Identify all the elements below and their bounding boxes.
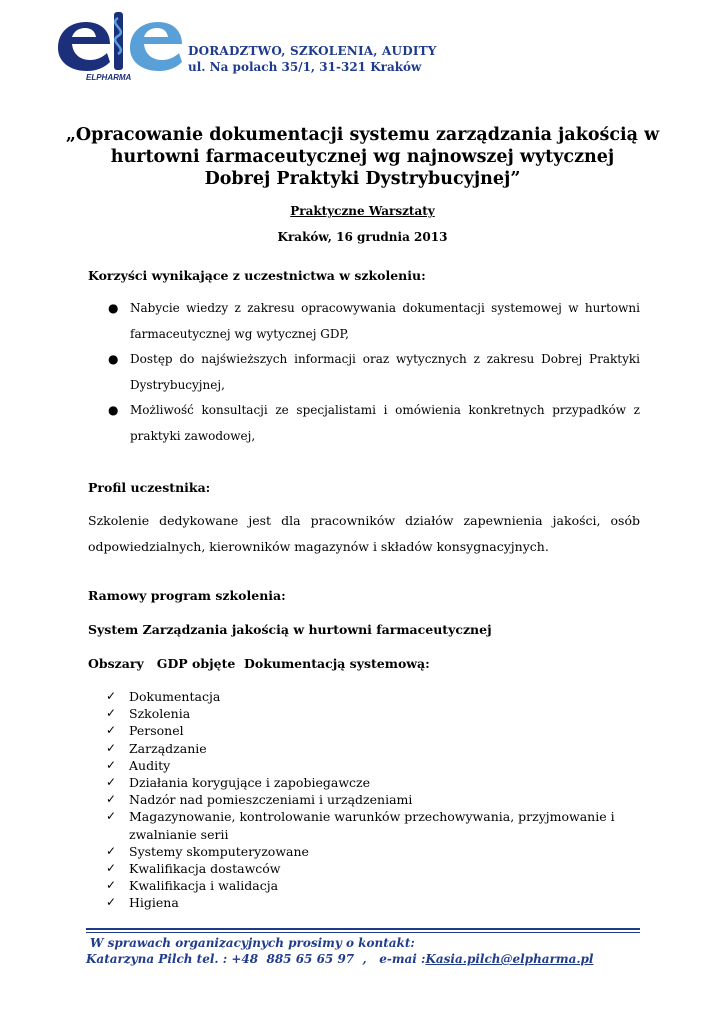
title-line-3: Dobrej Praktyki Dystrybucyjnej” xyxy=(204,169,521,189)
area-text: Szkolenia xyxy=(129,706,191,722)
company-tagline: DORADZTWO, SZKOLENIA, AUDITY xyxy=(188,44,437,58)
list-item xyxy=(106,860,626,877)
list-item xyxy=(88,296,640,347)
title-line-2: hurtowni farmaceutycznej wg najnowszej wytycznej xyxy=(110,147,615,167)
program-heading: Ramowy program szkolenia: xyxy=(88,588,286,603)
list-item xyxy=(106,740,626,757)
checkmark-icon: ✓ xyxy=(106,878,117,893)
footer-divider xyxy=(86,928,640,930)
footer-contact-prefix: Katarzyna Pilch tel. : +48 885 65 65 97 , e-mai : xyxy=(86,952,426,966)
list-item xyxy=(106,705,626,722)
checkmark-icon: ✓ xyxy=(106,792,117,807)
area-text: Działania korygujące i zapobiegawcze xyxy=(129,775,370,791)
document-subtitle: Praktyczne Warsztaty xyxy=(290,204,435,218)
document-title xyxy=(60,124,665,190)
profile-heading: Profil uczestnika: xyxy=(88,480,211,495)
footer-contact-details xyxy=(86,952,594,966)
checkmark-icon: ✓ xyxy=(106,775,117,790)
area-text: Magazynowanie, kontrolowanie warunków przechowywania, przyjmowanie i zwalnianie serii xyxy=(129,809,615,842)
benefits-list xyxy=(88,296,640,449)
list-item xyxy=(106,791,626,808)
logo-caption: ELPHARMA xyxy=(86,73,132,82)
title-line-1: „Opracowanie dokumentacji systemu zarządzania jakością w xyxy=(65,125,660,145)
system-heading: System Zarządzania jakością w hurtowni farmaceutycznej xyxy=(88,622,492,637)
area-text: Kwalifikacja dostawców xyxy=(129,861,281,877)
areas-heading: Obszary GDP objęte Dokumentacją systemową: xyxy=(88,656,430,671)
list-item xyxy=(106,757,626,774)
area-text: Zarządzanie xyxy=(129,740,207,756)
list-item xyxy=(88,398,640,449)
profile-text: Szkolenie dedykowane jest dla pracowników działów zapewnienia jakości, osób odpowiedzialnych, kierowników magazynów i składów konsygnacyjnych. xyxy=(88,513,640,554)
benefit-text: Możliwość konsultacji ze specjalistami i omówienia konkretnych przypadków z praktyki zawodowej, xyxy=(130,403,640,443)
checkmark-icon: ✓ xyxy=(106,895,117,910)
checkmark-icon: ✓ xyxy=(106,843,117,858)
areas-checklist xyxy=(106,688,626,912)
benefit-text: Nabycie wiedzy z zakresu opracowywania dokumentacji systemowej w hurtowni farmaceutycznej wg wytycznej GDP, xyxy=(130,301,640,341)
list-item xyxy=(106,688,626,705)
footer-contact-intro: W sprawach organizacyjnych prosimy o kontakt: xyxy=(90,936,415,950)
event-date: Kraków, 16 grudnia 2013 xyxy=(277,230,448,244)
elpharma-logo xyxy=(50,8,190,82)
list-item xyxy=(106,894,626,911)
benefits-heading: Korzyści wynikające z uczestnictwa w szkoleniu: xyxy=(88,268,426,283)
checkmark-icon: ✓ xyxy=(106,706,117,721)
company-address: ul. Na polach 35/1, 31-321 Kraków xyxy=(188,60,422,74)
bullet-icon: ● xyxy=(108,352,119,366)
benefit-text: Dostęp do najświeższych informacji oraz wytycznych z zakresu Dobrej Praktyki Dystrybucyjnej, xyxy=(130,352,640,392)
list-item xyxy=(88,347,640,398)
checkmark-icon: ✓ xyxy=(106,861,117,876)
area-text: Personel xyxy=(129,723,184,739)
area-text: Audity xyxy=(129,757,171,773)
checkmark-icon: ✓ xyxy=(106,689,117,703)
area-text: Nadzór nad pomieszczeniami i urządzeniami xyxy=(129,792,413,808)
list-item xyxy=(106,722,626,739)
checkmark-icon: ✓ xyxy=(106,757,117,772)
list-item xyxy=(106,843,626,860)
bullet-icon: ● xyxy=(108,301,119,315)
elpharma-logo-icon xyxy=(50,8,190,82)
checkmark-icon: ✓ xyxy=(106,809,117,824)
list-item xyxy=(106,808,626,842)
checkmark-icon: ✓ xyxy=(106,723,117,738)
bullet-icon: ● xyxy=(108,403,119,417)
list-item xyxy=(106,877,626,894)
area-text: Systemy skomputeryzowane xyxy=(129,843,309,859)
footer-divider-thin xyxy=(86,932,640,933)
area-text: Dokumentacja xyxy=(129,689,221,704)
list-item xyxy=(106,774,626,791)
checkmark-icon: ✓ xyxy=(106,740,117,755)
area-text: Kwalifikacja i walidacja xyxy=(129,878,279,894)
area-text: Higiena xyxy=(129,895,179,911)
email-link[interactable]: Kasia.pilch@elpharma.pl xyxy=(425,952,594,966)
